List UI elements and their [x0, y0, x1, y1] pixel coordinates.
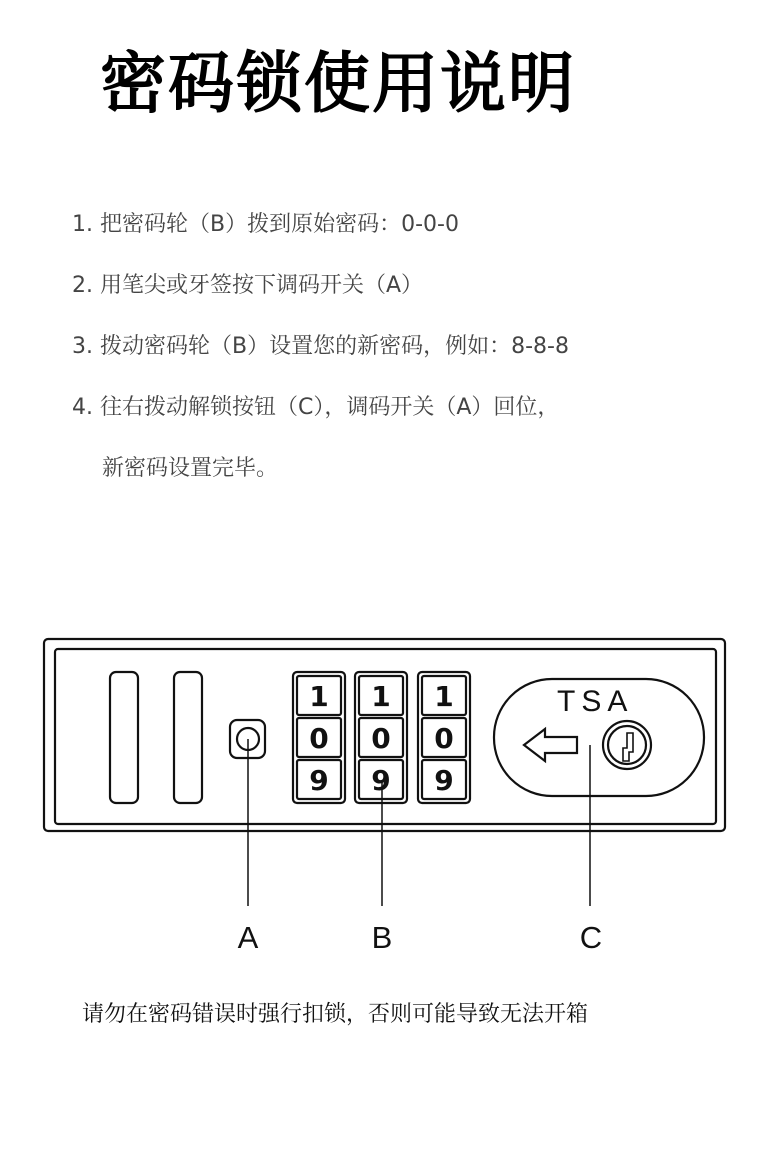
wheel-1-top-digit: 1 — [309, 680, 329, 713]
label-c: C — [579, 920, 603, 955]
label-b: B — [371, 920, 393, 955]
wheel-3-middle-digit: 0 — [434, 722, 454, 755]
warning-note: 请勿在密码错误时强行扣锁，否则可能导致无法开箱 — [82, 1002, 589, 1027]
keyhole-icon — [603, 721, 651, 769]
step-1: 1. 把密码轮（B）拨到原始密码：0-0-0 — [72, 212, 459, 237]
slot-right — [174, 672, 202, 803]
step-3: 3. 拨动密码轮（B）设置您的新密码，例如：8-8-8 — [72, 334, 569, 359]
arrow-left-icon — [524, 729, 577, 761]
label-a: A — [237, 920, 259, 955]
step-4: 4. 往右拨动解锁按钮（C），调码开关（A）回位， — [72, 395, 560, 420]
wheel-2-bottom-digit: 9 — [371, 764, 391, 797]
step-4-continued: 新密码设置完毕。 — [102, 456, 279, 481]
tsa-label: TSA — [557, 685, 634, 718]
step-2: 2. 用笔尖或牙签按下调码开关（A） — [72, 273, 424, 298]
slot-left — [110, 672, 138, 803]
wheel-2-middle-digit: 0 — [371, 722, 391, 755]
wheel-3-top-digit: 1 — [434, 680, 454, 713]
wheel-1-middle-digit: 0 — [309, 722, 329, 755]
wheel-2-top-digit: 1 — [371, 680, 391, 713]
wheel-3-bottom-digit: 9 — [434, 764, 454, 797]
page-title: 密码锁使用说明 — [100, 45, 576, 122]
wheel-1-bottom-digit: 9 — [309, 764, 329, 797]
